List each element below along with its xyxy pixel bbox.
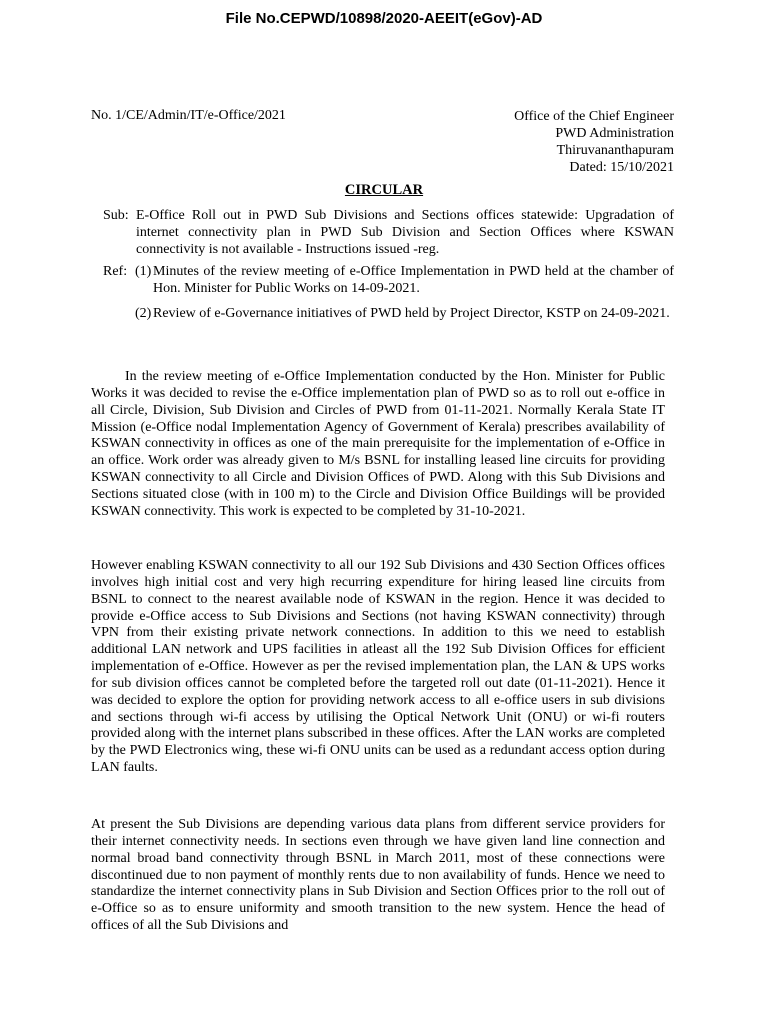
- references-label: Ref:: [103, 264, 128, 279]
- office-line: PWD Administration: [555, 126, 674, 141]
- reference-number-label: (2): [135, 306, 152, 321]
- subject-block: [103, 207, 674, 258]
- subject-label: Sub:: [103, 208, 129, 223]
- subject-text: E-Office Roll out in PWD Sub Divisions and Sections offices statewide: Upgradation of internet connectivity plan in PWD Sub Division and Section Offices where KSWAN connectivity is not available - Instructions issued -reg.: [136, 208, 674, 257]
- office-line: Office of the Chief Engineer: [514, 109, 674, 124]
- body-paragraph: However enabling KSWAN connectivity to all our 192 Sub Divisions and 430 Section Offices offices involves high initial cost and very high recurring expenditure for hiring leased line circuits from BSNL to connect to the nearest available node of KSWAN in the region. Hence it was decided to provide e-Office access to Sub Divisions and Sections (not having KSWAN connectivity) through VPN from their existing private network connections. In addition to this we need to establish additional LAN network and UPS facilities in atleast all the 192 Sub Division Offices for efficient implementation of e-Office. However as per the revised implementation plan, the LAN & UPS works for sub division offices cannot be completed before the targeted roll out date (01-11-2021). Hence it was decided to explore the option for providing network access to all e-office users in sub divisions and sections through wi-fi access by utilising the Optical Network Unit (ONU) or wi-fi routers provided along with the internet plans subscribed in these offices. After the LAN works are completed by the PWD Electronics wing, these wi-fi ONU units can be used as a redundant access option during LAN faults.: [91, 558, 665, 776]
- body-paragraph: In the review meeting of e-Office Implementation conducted by the Hon. Minister for Public Works it was decided to revise the e-Office implementation plan of PWD so as to roll out e-office in all Circle, Division, Sub Division and Circles of PWD from 01-11-2021. Normally Kerala State IT Mission (e-Office nodal Implementation Agency of Government of Kerala) prescribes availability of KSWAN connectivity in offices as one of the main prerequisite for the implementation of e-Office in an office. Work order was already given to M/s BSNL for installing leased line circuits for providing KSWAN connectivity to all Circle and Division Offices of PWD. Along with this Sub Divisions and Sections situated close (with in 100 m) to the Circle and Division Office Buildings will be provided KSWAN connectivity. This work is expected to be completed by 31-10-2021.: [91, 369, 665, 519]
- reference-item: [103, 263, 674, 297]
- references-block: [103, 263, 674, 330]
- body-paragraph: At present the Sub Divisions are depending various data plans from different service providers for their internet connectivity needs. In sections even through we have given land line connection and normal broad band connectivity through BSNL in March 2011, most of these connections were discontinued due to non payment of monthly rents due to non availability of funds. Hence we need to standardize the internet connectivity plans in Sub Division and Section Offices prior to the roll out of e-Office so as to ensure uniformity and smooth transition to the new system. Hence the head of offices of all the Sub Divisions and: [91, 817, 665, 934]
- reference-item: [103, 305, 674, 322]
- file-number-header: File No.CEPWD/10898/2020-AEEIT(eGov)-AD: [225, 10, 543, 27]
- date-line: Dated: 15/10/2021: [569, 160, 674, 175]
- circular-title: CIRCULAR: [344, 182, 424, 198]
- reference-text: Review of e-Governance initiatives of PWD held by Project Director, KSTP on 24-09-2021.: [153, 306, 670, 321]
- office-address-block: [514, 108, 674, 176]
- reference-number: No. 1/CE/Admin/IT/e-Office/2021: [91, 108, 286, 123]
- office-line: Thiruvananthapuram: [556, 143, 674, 158]
- reference-number-label: (1): [135, 264, 152, 279]
- reference-text: Minutes of the review meeting of e-Office Implementation in PWD held at the chamber of Hon. Minister for Public Works on 14-09-2021.: [153, 264, 674, 296]
